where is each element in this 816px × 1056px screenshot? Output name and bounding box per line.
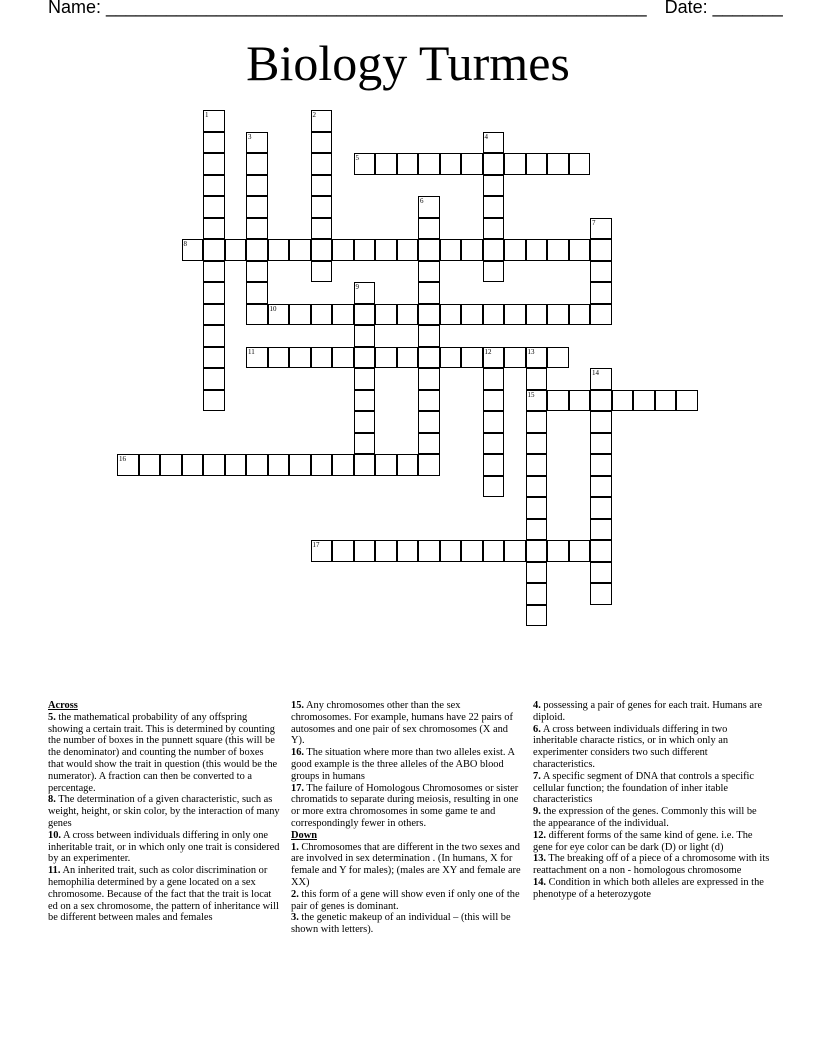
grid-cell[interactable]	[246, 196, 268, 218]
clue-number-label: 4	[484, 132, 488, 141]
grid-cell[interactable]	[311, 175, 333, 197]
grid-cell[interactable]	[590, 411, 612, 433]
grid-cell[interactable]	[397, 347, 419, 369]
grid-cell[interactable]	[418, 390, 440, 412]
grid-cell[interactable]	[569, 540, 591, 562]
grid-cell[interactable]	[418, 540, 440, 562]
grid-cell[interactable]	[590, 218, 612, 240]
grid-cell[interactable]	[246, 175, 268, 197]
grid-cell[interactable]	[483, 540, 505, 562]
clue-down-7: 7. A specific segment of DNA that controls a specific cellular function; the foundation of inher itable characteristics	[533, 770, 755, 806]
clue-down-13: 13. The breaking off of a piece of a chromosome with its reattachment on a non - homologous chromosome	[533, 853, 770, 877]
grid-cell[interactable]	[418, 153, 440, 175]
grid-cell[interactable]	[203, 282, 225, 304]
clue-across-5: 5. the mathematical probability of any offspring showing a certain trait. This is determined by counting the number of boxes in the punnett square (this will be the denominator) and counting the number of boxes that would show the trait in question (this would be the numerator). A fraction can then be converted to a percentage.	[48, 711, 278, 794]
grid-cell[interactable]	[590, 282, 612, 304]
grid-cell[interactable]	[483, 132, 505, 154]
grid-cell[interactable]	[203, 261, 225, 283]
grid-cell[interactable]	[526, 519, 548, 541]
grid-cell[interactable]	[440, 347, 462, 369]
grid-cell[interactable]	[483, 261, 505, 283]
grid-cell[interactable]	[526, 347, 548, 369]
grid-cell[interactable]	[268, 239, 290, 261]
grid-cell[interactable]	[440, 153, 462, 175]
grid-cell[interactable]	[504, 304, 526, 326]
grid-cell[interactable]	[397, 454, 419, 476]
grid-cell[interactable]	[676, 390, 698, 412]
grid-cell[interactable]	[526, 433, 548, 455]
grid-cell[interactable]	[375, 239, 397, 261]
grid-cell[interactable]	[526, 476, 548, 498]
grid-cell[interactable]	[289, 454, 311, 476]
grid-cell[interactable]	[504, 153, 526, 175]
grid-cell[interactable]	[483, 218, 505, 240]
grid-cell[interactable]	[418, 368, 440, 390]
clue-down-12: 12. different forms of the same kind of gene. i.e. The gene for eye color can be dark (D) or light (d)	[533, 829, 753, 853]
grid-cell[interactable]	[203, 175, 225, 197]
grid-cell[interactable]	[526, 411, 548, 433]
grid-cell[interactable]	[590, 476, 612, 498]
grid-cell[interactable]	[397, 239, 419, 261]
grid-cell[interactable]	[311, 110, 333, 132]
grid-cell[interactable]	[182, 454, 204, 476]
grid-cell[interactable]	[311, 218, 333, 240]
grid-cell[interactable]	[461, 153, 483, 175]
clue-number-label: 7	[592, 218, 596, 227]
grid-cell[interactable]	[483, 390, 505, 412]
grid-cell[interactable]	[569, 153, 591, 175]
grid-cell[interactable]	[354, 304, 376, 326]
grid-cell[interactable]	[526, 583, 548, 605]
grid-cell[interactable]	[526, 497, 548, 519]
grid-cell[interactable]	[289, 347, 311, 369]
grid-cell[interactable]	[311, 454, 333, 476]
grid-cell[interactable]	[590, 433, 612, 455]
grid-cell[interactable]	[246, 239, 268, 261]
grid-cell[interactable]	[483, 433, 505, 455]
grid-cell[interactable]	[246, 261, 268, 283]
grid-cell[interactable]	[483, 196, 505, 218]
grid-cell[interactable]	[504, 239, 526, 261]
clue-number-label: 11	[248, 347, 255, 356]
grid-cell[interactable]	[354, 368, 376, 390]
grid-cell[interactable]	[268, 304, 290, 326]
grid-cell[interactable]	[246, 218, 268, 240]
clues-column-2	[291, 700, 523, 936]
grid-cell[interactable]	[375, 454, 397, 476]
clue-number-label: 10	[269, 304, 277, 313]
grid-cell[interactable]	[461, 347, 483, 369]
grid-cell[interactable]	[397, 304, 419, 326]
grid-cell[interactable]	[483, 347, 505, 369]
clue-number-label: 3	[248, 132, 252, 141]
grid-cell[interactable]	[246, 347, 268, 369]
grid-cell[interactable]	[526, 304, 548, 326]
grid-cell[interactable]	[332, 304, 354, 326]
grid-cell[interactable]	[526, 605, 548, 627]
grid-cell[interactable]	[203, 110, 225, 132]
grid-cell[interactable]	[590, 583, 612, 605]
grid-cell[interactable]	[418, 218, 440, 240]
clue-across-16: 16. The situation where more than two alleles exist. A good example is the three alleles of the ABO blood groups in humans	[291, 747, 515, 782]
grid-cell[interactable]	[203, 347, 225, 369]
grid-cell[interactable]	[483, 454, 505, 476]
grid-cell[interactable]	[397, 540, 419, 562]
grid-cell[interactable]	[268, 347, 290, 369]
grid-cell[interactable]	[590, 368, 612, 390]
grid-cell[interactable]	[547, 347, 569, 369]
grid-cell[interactable]	[547, 153, 569, 175]
grid-cell[interactable]	[418, 304, 440, 326]
down-heading: Down	[291, 829, 317, 841]
clue-number-label: 9	[355, 283, 359, 291]
grid-cell[interactable]	[375, 153, 397, 175]
clue-number-label: 5	[355, 154, 359, 162]
grid-cell[interactable]	[354, 390, 376, 412]
grid-cell[interactable]	[246, 282, 268, 304]
grid-cell[interactable]	[246, 132, 268, 154]
grid-cell[interactable]	[311, 540, 333, 562]
grid-cell[interactable]	[203, 218, 225, 240]
grid-cell[interactable]	[569, 390, 591, 412]
grid-cell[interactable]	[203, 239, 225, 261]
grid-cell[interactable]	[203, 454, 225, 476]
grid-cell[interactable]	[440, 239, 462, 261]
grid-cell[interactable]	[418, 347, 440, 369]
grid-cell[interactable]	[203, 325, 225, 347]
grid-cell[interactable]	[590, 540, 612, 562]
grid-cell[interactable]	[117, 454, 139, 476]
grid-cell[interactable]	[440, 304, 462, 326]
grid-cell[interactable]	[483, 153, 505, 175]
grid-cell[interactable]	[569, 304, 591, 326]
clues-column-3	[533, 700, 771, 901]
grid-cell[interactable]	[311, 261, 333, 283]
clue-down-14: 14. Condition in which both alleles are expressed in the phenotype of a heterozygote	[533, 876, 764, 900]
grid-cell[interactable]	[311, 239, 333, 261]
grid-cell[interactable]	[418, 239, 440, 261]
name-field[interactable]: Name: ______________________________________________________	[48, 0, 647, 17]
grid-cell[interactable]	[418, 433, 440, 455]
clue-number-label: 2	[312, 111, 316, 119]
grid-cell[interactable]	[590, 239, 612, 261]
grid-cell[interactable]	[203, 304, 225, 326]
grid-cell[interactable]	[354, 153, 376, 175]
grid-cell[interactable]	[483, 368, 505, 390]
grid-cell[interactable]	[354, 347, 376, 369]
grid-cell[interactable]	[461, 540, 483, 562]
grid-cell[interactable]	[139, 454, 161, 476]
clue-number-label: 12	[484, 347, 492, 356]
grid-cell[interactable]	[483, 476, 505, 498]
clue-number-label: 1	[205, 111, 209, 119]
grid-cell[interactable]	[655, 390, 677, 412]
grid-cell[interactable]	[569, 239, 591, 261]
grid-cell[interactable]	[311, 196, 333, 218]
grid-cell[interactable]	[504, 540, 526, 562]
grid-cell[interactable]	[590, 304, 612, 326]
grid-cell[interactable]	[418, 282, 440, 304]
grid-cell[interactable]	[526, 540, 548, 562]
grid-cell[interactable]	[203, 196, 225, 218]
grid-cell[interactable]	[590, 261, 612, 283]
clues-column-1	[48, 700, 280, 924]
clue-across-15: 15. Any chromosomes other than the sex chromosomes. For example, humans have 22 pairs of autosomes and one pair of sex chromosomes (X and Y).	[291, 700, 513, 747]
clue-number-label: 16	[119, 455, 126, 463]
clue-number-label: 8	[183, 240, 187, 248]
grid-cell[interactable]	[590, 390, 612, 412]
clue-down-2: 2. this form of a gene will show even if only one of the pair of genes is dominant.	[291, 888, 520, 912]
grid-cell[interactable]	[483, 239, 505, 261]
grid-cell[interactable]	[633, 390, 655, 412]
grid-cell[interactable]	[225, 239, 247, 261]
clue-across-10: 10. A cross between individuals differing in only one inheritable trait, or in which only one trait is considered by an experimenter.	[48, 829, 280, 865]
grid-cell[interactable]	[547, 540, 569, 562]
grid-cell[interactable]	[311, 153, 333, 175]
grid-cell[interactable]	[203, 390, 225, 412]
grid-cell[interactable]	[526, 454, 548, 476]
grid-cell[interactable]	[397, 153, 419, 175]
across-heading: Across	[48, 700, 78, 711]
grid-cell[interactable]	[203, 132, 225, 154]
grid-cell[interactable]	[246, 304, 268, 326]
grid-cell[interactable]	[311, 347, 333, 369]
grid-cell[interactable]	[332, 347, 354, 369]
grid-cell[interactable]	[160, 454, 182, 476]
grid-cell[interactable]	[246, 153, 268, 175]
grid-cell[interactable]	[461, 304, 483, 326]
grid-cell[interactable]	[182, 239, 204, 261]
grid-cell[interactable]	[526, 153, 548, 175]
grid-cell[interactable]	[483, 411, 505, 433]
clue-across-17: 17. The failure of Homologous Chromosomes or sister chromatids to separate during meiosis, resulting in one or more extra chromosomes in some game te and correspondingly fewer in others.	[291, 782, 519, 829]
page-title: Biology Turmes	[246, 35, 570, 91]
clue-down-1: 1. Chromosomes that are different in the two sexes and are involved in sex determination . (In humans, X for female and Y for males); (males are XY and female are XX)	[291, 841, 521, 888]
grid-cell[interactable]	[418, 411, 440, 433]
grid-cell[interactable]	[418, 325, 440, 347]
grid-cell[interactable]	[225, 454, 247, 476]
grid-cell[interactable]	[440, 540, 462, 562]
grid-cell[interactable]	[354, 282, 376, 304]
grid-cell[interactable]	[354, 433, 376, 455]
grid-cell[interactable]	[526, 239, 548, 261]
grid-cell[interactable]	[483, 175, 505, 197]
clue-number-label: 15	[527, 390, 535, 399]
grid-cell[interactable]	[375, 540, 397, 562]
grid-cell[interactable]	[526, 390, 548, 412]
grid-cell[interactable]	[547, 304, 569, 326]
grid-cell[interactable]	[332, 540, 354, 562]
clue-down-3: 3. the genetic makeup of an individual – (this will be shown with letters).	[291, 912, 511, 936]
clue-number-label: 14	[592, 369, 599, 377]
grid-cell[interactable]	[504, 347, 526, 369]
clue-across-8: 8. The determination of a given characteristic, such as weight, height, or skin color, by the interaction of many genes	[48, 794, 280, 829]
grid-cell[interactable]	[332, 239, 354, 261]
grid-cell[interactable]	[332, 454, 354, 476]
grid-cell[interactable]	[418, 196, 440, 218]
grid-cell[interactable]	[354, 454, 376, 476]
grid-cell[interactable]	[547, 239, 569, 261]
grid-cell[interactable]	[418, 261, 440, 283]
grid-cell[interactable]	[590, 519, 612, 541]
grid-cell[interactable]	[311, 304, 333, 326]
grid-cell[interactable]	[246, 454, 268, 476]
grid-cell[interactable]	[354, 411, 376, 433]
grid-cell[interactable]	[590, 454, 612, 476]
grid-cell[interactable]	[203, 368, 225, 390]
grid-cell[interactable]	[203, 153, 225, 175]
grid-cell[interactable]	[268, 454, 290, 476]
grid-cell[interactable]	[311, 132, 333, 154]
clue-across-11: 11. An inherited trait, such as color discrimination or hemophilia determined by a gene located on a sex chromosome. Because of the fact that the trait is locat ed on a sex chromosome, the pattern of inheritance will be different between males and females	[48, 865, 279, 924]
clue-down-6: 6. A cross between individuals differing in two inheritable characte ristics, or in which only an experimenter considers two such different characteristics.	[533, 723, 729, 770]
clue-down-9: 9. the expression of the genes. Commonly this will be the appearance of the individual.	[533, 806, 757, 829]
date-field[interactable]: Date: _______	[664, 0, 783, 17]
grid-cell[interactable]	[461, 239, 483, 261]
grid-cell[interactable]	[289, 304, 311, 326]
clue-number-label: 6	[420, 197, 424, 205]
grid-cell[interactable]	[526, 562, 548, 584]
grid-cell[interactable]	[612, 390, 634, 412]
grid-cell[interactable]	[547, 390, 569, 412]
clue-number-label: 13	[527, 347, 535, 356]
clue-down-4: 4. possessing a pair of genes for each trait. Humans are diploid.	[533, 700, 763, 723]
clue-number-label: 17	[312, 541, 320, 549]
grid-cell[interactable]	[590, 497, 612, 519]
grid-cell[interactable]	[418, 454, 440, 476]
grid-cell[interactable]	[354, 325, 376, 347]
grid-cell[interactable]	[375, 347, 397, 369]
grid-cell[interactable]	[483, 304, 505, 326]
grid-cell[interactable]	[375, 304, 397, 326]
grid-cell[interactable]	[354, 540, 376, 562]
grid-cell[interactable]	[289, 239, 311, 261]
grid-cell[interactable]	[590, 562, 612, 584]
grid-cell[interactable]	[526, 368, 548, 390]
grid-cell[interactable]	[354, 239, 376, 261]
